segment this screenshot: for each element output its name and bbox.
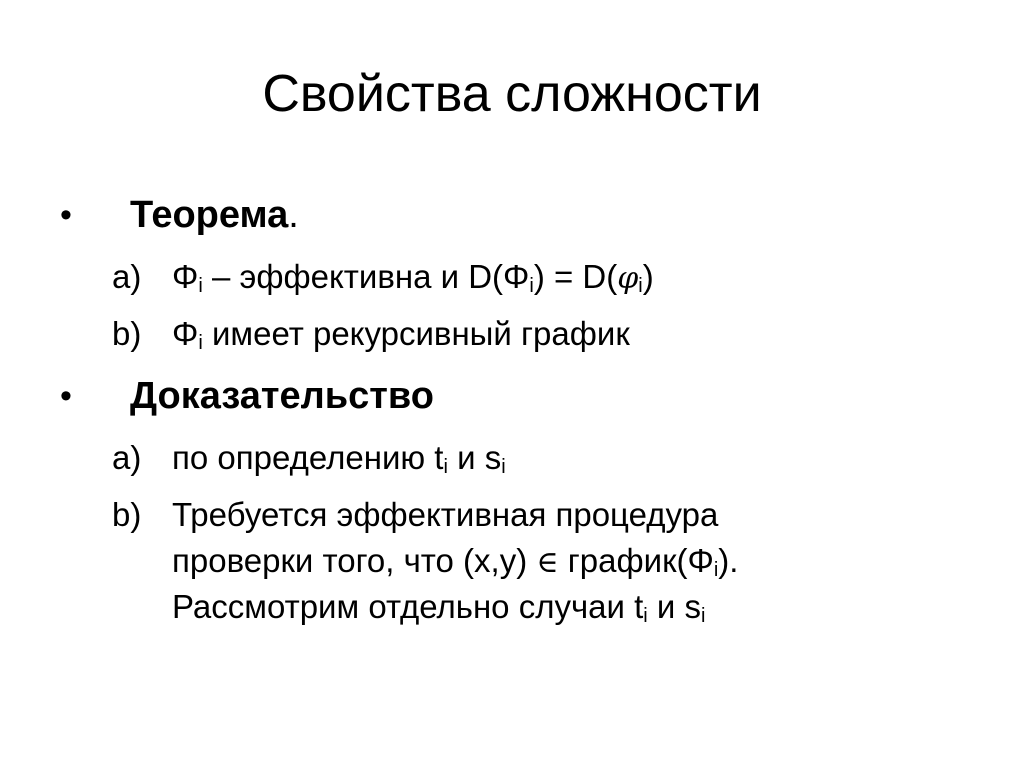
- subscript: i: [643, 605, 648, 627]
- item-text: [172, 437, 506, 479]
- element-of-symbol: ∈: [536, 545, 559, 580]
- phi-symbol: φ: [617, 261, 639, 296]
- subscript: i: [198, 332, 203, 354]
- subscript: i: [501, 456, 506, 478]
- text-part: имеет рекурсивный график: [202, 315, 630, 352]
- subscript: i: [198, 275, 203, 297]
- text-part: ) = D(: [533, 258, 618, 295]
- bullet-dot: •: [60, 196, 72, 234]
- text-part: и s: [647, 588, 701, 625]
- bullet-theorem-text: [130, 193, 299, 237]
- subscript: i: [443, 456, 448, 478]
- item-text-line-1: Требуется эффективная процедура: [172, 496, 719, 533]
- text-part: Φ: [172, 258, 199, 295]
- subscript: i: [529, 275, 534, 297]
- proof-heading: Доказательство: [130, 375, 434, 417]
- item-marker: a): [112, 258, 142, 295]
- text-part: график(Φ: [558, 542, 714, 579]
- subscript: i: [638, 275, 643, 297]
- bullet-dot: •: [60, 377, 72, 415]
- text-part: ).: [718, 542, 739, 579]
- item-marker: a): [112, 439, 142, 476]
- theorem-heading: Теорема: [130, 194, 289, 236]
- subscript: i: [713, 559, 719, 581]
- subscript: i: [701, 605, 706, 627]
- text-part: по определению t: [172, 439, 444, 476]
- item-text-line-3: [172, 586, 705, 628]
- item-text-line-2: [172, 540, 738, 584]
- item-text: [172, 313, 630, 355]
- text-part: ): [642, 258, 654, 295]
- text-part: Φ: [172, 315, 199, 352]
- slide-title: Свойства сложности: [262, 65, 762, 123]
- text-part: Рассмотрим отдельно случаи t: [172, 588, 644, 625]
- text-part: и s: [447, 439, 502, 476]
- theorem-heading-suffix: .: [288, 194, 299, 236]
- text-part: – эффективна и D(Φ: [202, 258, 530, 295]
- item-text: [172, 256, 654, 300]
- item-marker: b): [112, 315, 142, 352]
- item-marker: b): [112, 496, 142, 533]
- text-part: проверки того, что (x,y): [172, 542, 537, 579]
